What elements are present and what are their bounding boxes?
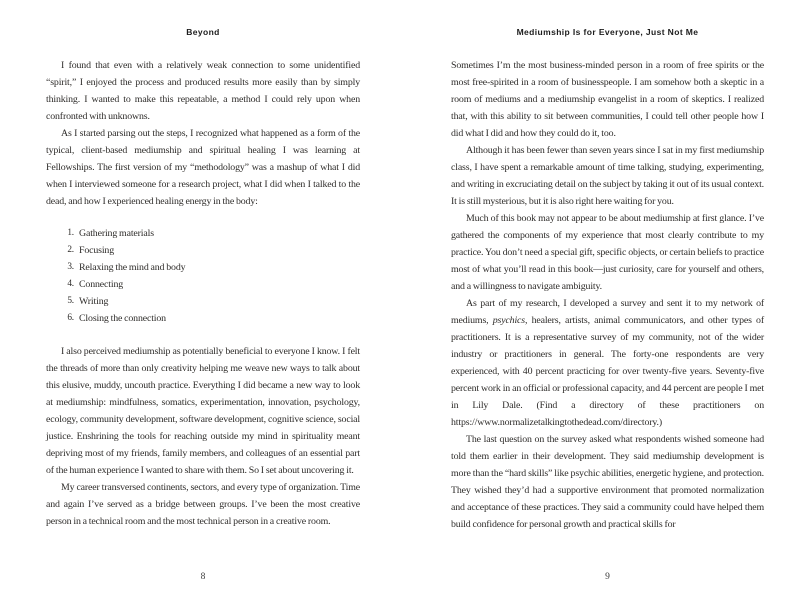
list-item-text: Relaxing the mind and body <box>79 262 186 273</box>
list-item-number: 4. <box>67 279 74 289</box>
page-right <box>451 0 764 608</box>
list-item-text: Gathering materials <box>79 228 154 239</box>
list-item-number: 2. <box>67 245 74 255</box>
list-item <box>63 259 360 276</box>
paragraph <box>451 295 764 431</box>
paragraph: Although it has been fewer than seven years since I sat in my first mediumship class, I have spent a remarkable amount of time talking, studying, experimenting, and writing in excruciating detail on the subject by taking it out of its usual context. It is still mysterious, but it is also right here waiting for you. <box>451 145 764 207</box>
list-item-number: 3. <box>67 262 74 272</box>
list-item-text: Writing <box>79 296 109 307</box>
list-item-text: Focusing <box>79 245 115 256</box>
list-item-number: 5. <box>67 296 74 306</box>
list-item-text: Closing the connection <box>79 313 166 324</box>
page-number-left: 8 <box>200 572 206 582</box>
body-text-left <box>46 57 360 530</box>
running-header-right: Mediumship Is for Everyone, Just Not Me <box>516 27 699 37</box>
numbered-list <box>46 225 360 327</box>
list-item-number: 1. <box>67 228 74 238</box>
list-item-number: 6. <box>67 313 74 323</box>
running-header-left: Beyond <box>186 27 220 37</box>
list-item <box>63 242 360 259</box>
list-item <box>63 310 360 327</box>
list-item-text: Connecting <box>79 279 124 290</box>
paragraph-text: , healers, artists, animal communicators, and other types of practitioners. It is a representative survey of my community, not of the wider industry or practitioners in general. The forty-one respondents are very experienced, with 40 percent practicing for over twenty-five years. Seventy-five percent work in an official or professional capacity, and 44 percent are people I met in Lily Dale. (Find a directory of these practitioners on https://www.normalizetalkingtothedead.com/directory.) <box>451 315 764 428</box>
page-number-right: 9 <box>605 572 610 582</box>
list-item <box>63 293 360 310</box>
paragraph: The last question on the survey asked what respondents wished someone had told them earlier in their development. They said mediumship development is more than the “hard skills” like psychic abilities, energetic hygiene, and protection. They wished they’d had a supportive environment that promoted normalization and acceptance of these practices. They said a community could have helped them build confidence for personal growth and practical skills for <box>451 434 764 530</box>
body-text-right <box>451 57 764 533</box>
paragraph: Much of this book may not appear to be about mediumship at first glance. I’ve gathered the components of my experience that most clearly contribute to my practice. You don’t need a special gift, specific objects, or certain beliefs to practice most of what you’ll read in this book—just curiosity, care for yourself and others, and a willingness to navigate ambiguity. <box>451 213 764 292</box>
paragraph: My career transversed continents, sectors, and every type of organization. Time and again I’ve served as a bridge between groups. I’ve been the most creative person in a technical room and the most technical person in a creative room. <box>46 482 360 527</box>
list-item <box>63 225 360 242</box>
page-left <box>46 0 360 608</box>
paragraph-text: As part of my research, I developed a survey and sent it to my network of mediums, <box>451 298 764 326</box>
paragraph: Sometimes I’m the most business-minded person in a room of free spirits or the most free-spirited in a room of businesspeople. I am somehow both a skeptic in a room of mediums and a mediumship evangelist in a room of skeptics. I realized that, with this ability to sit between communities, I could tell other people how I did what I did and how they could do it, too. <box>451 60 764 139</box>
list-item <box>63 276 360 293</box>
paragraph: As I started parsing out the steps, I recognized what happened as a form of the typical, client-based mediumship and spiritual healing I was learning at Fellowships. The first version of my “methodology” was a mashup of what I did when I interviewed someone for a research project, what I did when I talked to the dead, and how I experienced healing energy in the body: <box>46 128 360 207</box>
paragraph: I also perceived mediumship as potentially beneficial to everyone I know. I felt the threads of more than only creativity helping me weave new ways to talk about this elusive, muddy, uncouth practice. Everything I did became a new way to look at mediumship: mindfulness, somatics, experimentation, innovation, psychology, ecology, community development, software development, cognitive science, social justice. Enshrining the tools for reaching outside my mind in spirituality meant depriving most of my friends, family members, and colleagues of an essential part of the human experience I wanted to share with them. So I set about uncovering it. <box>46 346 360 476</box>
italic-word: psychics <box>492 315 525 326</box>
paragraph: I found that even with a relatively weak connection to some unidentified “spirit,” I enjoyed the process and produced results more easily than by simply thinking. I wanted to make this repeatable, a method I could rely upon when confronted with unknowns. <box>46 60 360 122</box>
